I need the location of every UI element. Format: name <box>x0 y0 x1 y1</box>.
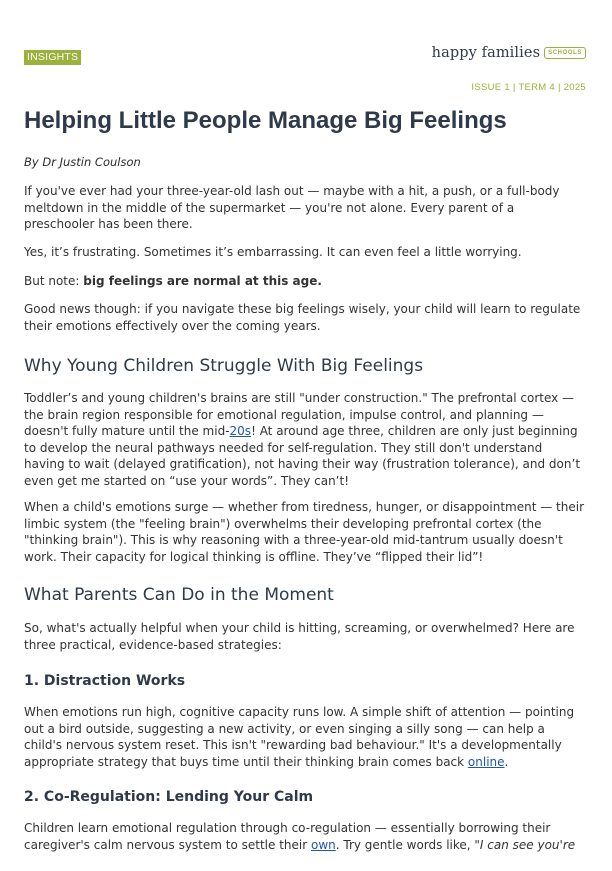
intro-paragraph-4: Good news though: if you navigate these big feelings wisely, your child will learn to regulate their emotions effectively over the coming years. <box>24 302 581 333</box>
intro-paragraph-2: Yes, it’s frustrating. Sometimes it’s embarrassing. It can even feel a little worrying. <box>24 245 522 259</box>
brand-badge: SCHOOLS <box>544 47 586 59</box>
sub1-text-a: When emotions run high, cognitive capacity runs low. A simple shift of attention — pointing out a bird outside, suggesting a new activity, or even singing a silly song — can help a child's nervous system reset. This isn't "rewarding bad behaviour." It's a developmentally appropriate strategy that buys time until their thinking brain comes back <box>24 705 575 769</box>
brand-name: happy families <box>431 45 541 61</box>
link-online[interactable]: online <box>467 754 505 769</box>
section-1-paragraph-2: When a child's emotions surge — whether from tiredness, hunger, or disappointment — their limbic system (the "feeling brain") overwhelms their developing prefrontal cortex (the "thinking brain"). This is why reasoning with a three-year-old mid-tantrum usually doesn't work. Their capacity for logical thinking is offline. They’ve “flipped their lid”! <box>24 500 585 564</box>
intro-paragraph-3 <box>24 273 584 290</box>
intro-3-prefix: But note: <box>24 274 84 288</box>
subheading-distraction: 1. Distraction Works <box>24 673 186 689</box>
link-own[interactable]: own <box>310 837 336 852</box>
s1-p1-text-a: Toddler’s and young children's brains are still "under construction." The prefrontal cortex — the brain region responsible for emotional regulation, impulse control, and planning — doesn't fully mature until the mid- <box>24 391 575 438</box>
sub2-quote: "I can see you're <box>474 837 576 852</box>
co-regulation-paragraph <box>24 820 584 853</box>
section-heading-parents: What Parents Can Do in the Moment <box>24 585 334 605</box>
sub2-text-b: . Try gentle words like, <box>335 837 475 852</box>
brand-logo <box>432 45 586 61</box>
distraction-paragraph <box>24 704 584 770</box>
header-bar <box>24 45 586 70</box>
s1-p1-text-b: ! At around age three, children are only just beginning to develop the neural pathways needed for self-regulation. They still don't understand having to wait (delayed gratification), not having their way (frustration tolerance), and don’t even get me started on “use your words”. They can’t! <box>24 424 581 488</box>
article-title: Helping Little People Manage Big Feelings <box>24 107 507 134</box>
subheading-co-regulation: 2. Co-Regulation: Lending Your Calm <box>24 789 314 805</box>
section-heading-why: Why Young Children Struggle With Big Feelings <box>24 356 424 376</box>
sub1-text-b: . <box>504 754 509 769</box>
issue-info: ISSUE 1 | TERM 4 | 2025 <box>471 82 586 93</box>
intro-paragraph-1: If you've ever had your three-year-old lash out — maybe with a hit, a push, or a full-body meltdown in the middle of the supermarket — you're not alone. Every parent of a preschooler has been there. <box>24 184 560 231</box>
section-2-paragraph-1: So, what's actually helpful when your child is hitting, screaming, or overwhelmed? Here are three practical, evidence-based strategies: <box>24 621 575 652</box>
intro-3-bold: big feelings are normal at this age. <box>83 274 322 288</box>
sub2-text-a: Children learn emotional regulation through co-regulation — essentially borrowing their caregiver's calm nervous system to settle their <box>24 821 551 852</box>
section-1-paragraph-1 <box>24 390 584 489</box>
link-20s[interactable]: 20s <box>229 424 252 438</box>
byline: By Dr Justin Coulson <box>24 155 141 169</box>
category-tag: INSIGHTS <box>24 50 81 65</box>
